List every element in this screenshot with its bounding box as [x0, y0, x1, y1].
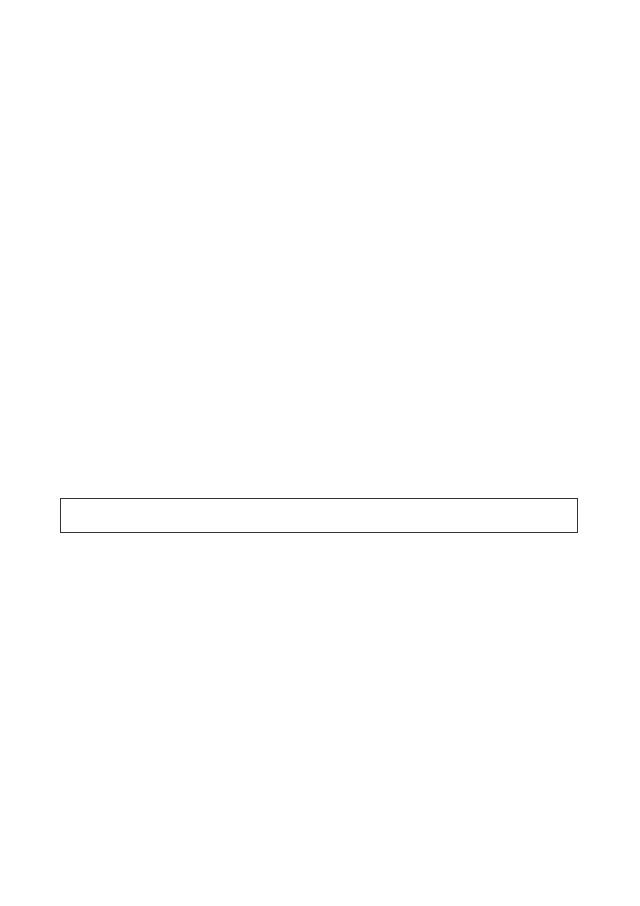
- notice-box: [60, 498, 578, 533]
